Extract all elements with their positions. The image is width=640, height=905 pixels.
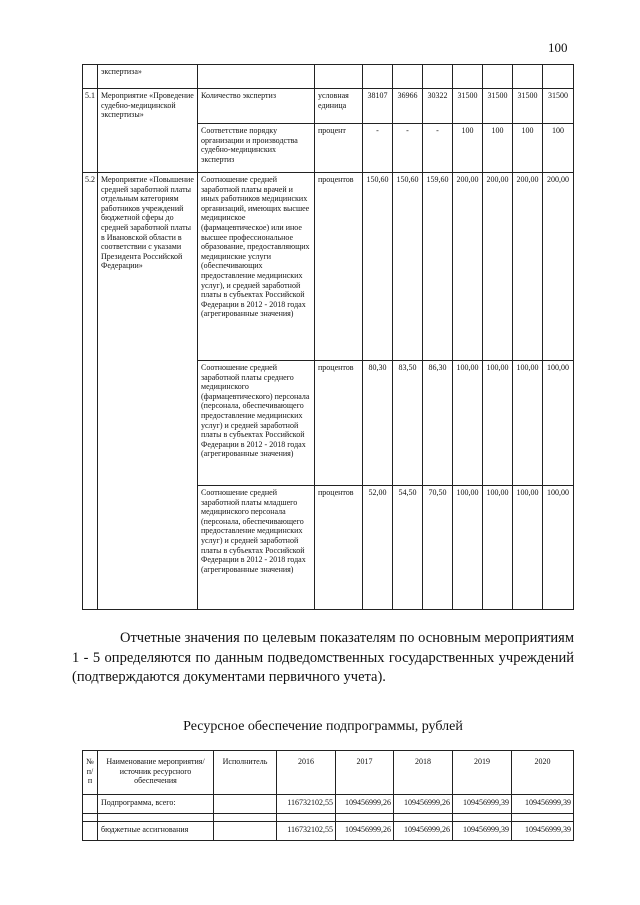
value-cell: 30322 xyxy=(423,89,453,124)
value-cell: 109456999,39 xyxy=(512,822,574,841)
value-cell: 200,00 xyxy=(483,173,513,361)
indicator-name xyxy=(198,65,315,89)
value-cell: 100,00 xyxy=(513,486,543,610)
value-cell: 200,00 xyxy=(543,173,574,361)
value-cell: 86,30 xyxy=(423,361,453,486)
value-cell: - xyxy=(423,124,453,173)
table-row xyxy=(83,822,574,841)
spacer-cell xyxy=(336,814,394,822)
value-cell: 70,50 xyxy=(423,486,453,610)
unit: процентов xyxy=(315,173,363,361)
value-cell: 159,60 xyxy=(423,173,453,361)
value-cell: 100 xyxy=(543,124,574,173)
value-cell xyxy=(393,65,423,89)
value-cell: 31500 xyxy=(513,89,543,124)
value-cell: 100,00 xyxy=(513,361,543,486)
value-cell xyxy=(363,65,393,89)
value-cell xyxy=(453,65,483,89)
indicator-name: Соответствие порядку организации и производства судебно-медицинских экспертиз xyxy=(198,124,315,173)
value-cell xyxy=(483,65,513,89)
resources-table xyxy=(82,750,574,841)
spacer-cell xyxy=(277,814,336,822)
value-cell xyxy=(543,65,574,89)
unit xyxy=(315,65,363,89)
value-cell: 200,00 xyxy=(453,173,483,361)
column-header-executor: Исполнитель xyxy=(214,751,277,795)
value-cell: - xyxy=(393,124,423,173)
value-cell: 31500 xyxy=(483,89,513,124)
unit: процентов xyxy=(315,361,363,486)
value-cell: 150,60 xyxy=(363,173,393,361)
row-num xyxy=(83,795,98,814)
column-header-2017: 2017 xyxy=(336,751,394,795)
value-cell: 52,00 xyxy=(363,486,393,610)
value-cell: 109456999,26 xyxy=(336,795,394,814)
value-cell: 38107 xyxy=(363,89,393,124)
value-cell: 100 xyxy=(483,124,513,173)
spacer-cell xyxy=(512,814,574,822)
value-cell: 100,00 xyxy=(543,361,574,486)
page-number: 100 xyxy=(548,40,568,55)
value-cell xyxy=(423,65,453,89)
value-cell: 100,00 xyxy=(483,361,513,486)
section-title: Ресурсное обеспечение подпрограммы, рублей xyxy=(183,719,463,734)
value-cell: 100 xyxy=(453,124,483,173)
table-row xyxy=(83,89,574,124)
table-row xyxy=(83,65,574,89)
value-cell: 116732102,55 xyxy=(277,795,336,814)
row-name: Подпрограмма, всего: xyxy=(98,795,214,814)
value-cell: 31500 xyxy=(453,89,483,124)
indicator-name: Соотношение средней заработной платы среднего медицинского (фармацевтического) персонала (персонала, обеспечивающего предоставление медицинских услуг) и средней заработной платы в субъектах Российской Федерации в 2012 - 2018 годах (агрегированные значения) xyxy=(198,361,315,486)
spacer-cell xyxy=(98,814,214,822)
value-cell: 150,60 xyxy=(393,173,423,361)
value-cell: 54,50 xyxy=(393,486,423,610)
value-cell: 100,00 xyxy=(543,486,574,610)
value-cell: 109456999,39 xyxy=(453,822,512,841)
column-header-num: № п/п xyxy=(83,751,98,795)
header-row xyxy=(83,751,574,795)
value-cell: 31500 xyxy=(543,89,574,124)
indicators-table xyxy=(82,64,574,610)
value-cell: 116732102,55 xyxy=(277,822,336,841)
indicator-name: Количество экспертиз xyxy=(198,89,315,124)
row-executor xyxy=(214,822,277,841)
value-cell: 83,50 xyxy=(393,361,423,486)
value-cell: 109456999,26 xyxy=(394,822,453,841)
column-header-2018: 2018 xyxy=(394,751,453,795)
column-header-2016: 2016 xyxy=(277,751,336,795)
spacer-cell xyxy=(83,814,98,822)
value-cell: 109456999,39 xyxy=(512,795,574,814)
column-header-name: Наименование мероприятия/источник ресурсного обеспечения xyxy=(98,751,214,795)
measure-name: экспертиза» xyxy=(98,65,198,89)
column-header-2019: 2019 xyxy=(453,751,512,795)
unit: процент xyxy=(315,124,363,173)
spacer-row xyxy=(83,814,574,822)
row-executor xyxy=(214,795,277,814)
value-cell: 109456999,26 xyxy=(336,822,394,841)
indicator-name: Соотношение средней заработной платы младшего медицинского персонала (персонала, обеспечивающего предоставление медицинских услуг) и средней заработной платы в субъектах Российской Федерации в 2012 - 2018 годах (агрегированные значения) xyxy=(198,486,315,610)
spacer-cell xyxy=(394,814,453,822)
row-name: бюджетные ассигнования xyxy=(98,822,214,841)
row-code: 5.1 xyxy=(83,89,98,173)
value-cell xyxy=(513,65,543,89)
row-code: 5.2 xyxy=(83,173,98,610)
value-cell: 36966 xyxy=(393,89,423,124)
measure-name: Мероприятие «Проведение судебно-медицинской экспертизы» xyxy=(98,89,198,173)
row-code xyxy=(83,65,98,89)
value-cell: 200,00 xyxy=(513,173,543,361)
spacer-cell xyxy=(214,814,277,822)
value-cell: - xyxy=(363,124,393,173)
body-paragraph: Отчетные значения по целевым показателям по основным мероприятиям 1 - 5 определяются по данным подведомственных государственных учреждений (подтверждаются документами первичного учета). xyxy=(72,630,574,685)
value-cell: 109456999,26 xyxy=(394,795,453,814)
measure-name: Мероприятие «Повышение средней заработной платы отдельным категориям работников учреждений бюджетной сферы до средней заработной платы в Ивановской области в соответствии с указами Президента Российской Федерации» xyxy=(98,173,198,610)
value-cell: 100 xyxy=(513,124,543,173)
row-num xyxy=(83,822,98,841)
column-header-2020: 2020 xyxy=(512,751,574,795)
unit: процентов xyxy=(315,486,363,610)
unit: условная единица xyxy=(315,89,363,124)
value-cell: 80,30 xyxy=(363,361,393,486)
value-cell: 100,00 xyxy=(453,361,483,486)
spacer-cell xyxy=(453,814,512,822)
value-cell: 109456999,39 xyxy=(453,795,512,814)
table-row xyxy=(83,173,574,361)
value-cell: 100,00 xyxy=(453,486,483,610)
indicator-name: Соотношение средней заработной платы врачей и иных работников медицинских организаций, имеющих высшее медицинское (фармацевтическое) или иное высшее профессиональное образование, предоставляющих медицинские услуги (обеспечивающих предоставление медицинских услуг), и средней заработной платы в субъектах Российской Федерации в 2012 - 2018 годах (агрегированные значения) xyxy=(198,173,315,361)
table-row xyxy=(83,795,574,814)
value-cell: 100,00 xyxy=(483,486,513,610)
